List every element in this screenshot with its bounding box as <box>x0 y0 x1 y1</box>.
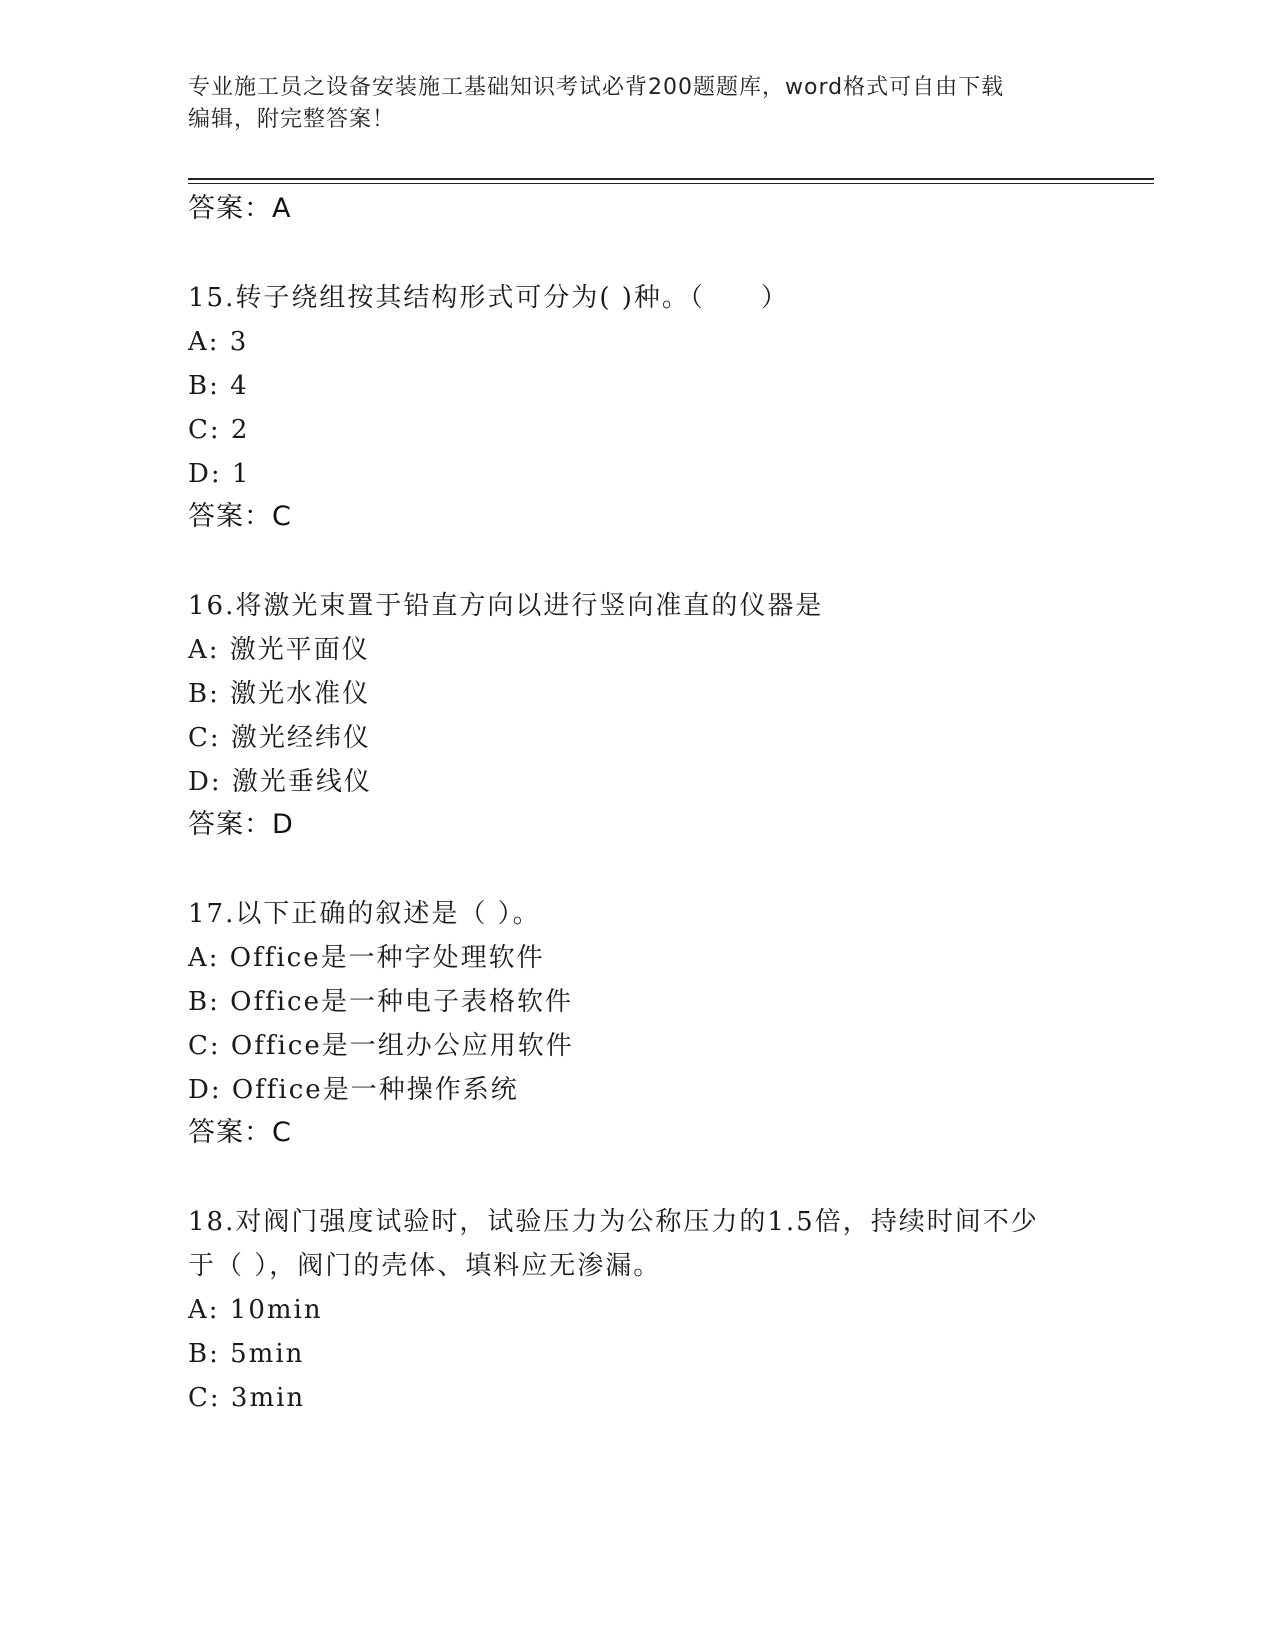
question-15-option-d: D: 1 <box>188 459 251 489</box>
question-16-answer: 答案：D <box>188 809 294 840</box>
question-17-option-b: B: Office是一种电子表格软件 <box>188 987 573 1017</box>
question-16-stem: 16.将激光束置于铅直方向以进行竖向准直的仪器是 <box>188 591 824 621</box>
previous-answer: 答案：A <box>188 193 292 224</box>
question-18-stem-line-2: 于（ ），阀门的壳体、填料应无渗漏。 <box>188 1251 662 1281</box>
question-16-option-b: B: 激光水准仪 <box>188 679 371 709</box>
question-15-option-c: C: 2 <box>188 415 250 445</box>
header-rule-thick <box>188 178 1154 180</box>
question-16-option-d: D: 激光垂线仪 <box>188 767 372 797</box>
question-15-stem: 15.转子绕组按其结构形式可分为( )种。（ ） <box>188 283 789 313</box>
question-17-option-a: A: Office是一种字处理软件 <box>188 943 545 973</box>
question-18-option-b: B: 5min <box>188 1339 305 1369</box>
header-line-1: 专业施工员之设备安装施工基础知识考试必背200题题库，word格式可自由下载 <box>188 75 1005 100</box>
header-line-2: 编辑，附完整答案！ <box>188 107 396 132</box>
question-16-option-c: C: 激光经纬仪 <box>188 723 371 753</box>
header-rule-thin <box>188 183 1154 184</box>
document-header <box>188 72 1088 136</box>
question-18-option-c: C: 3min <box>188 1383 306 1413</box>
question-17-stem: 17.以下正确的叙述是（ ）。 <box>188 899 541 929</box>
question-17-answer: 答案：C <box>188 1117 292 1148</box>
question-15-option-b: B: 4 <box>188 371 249 401</box>
question-15-answer: 答案：C <box>188 501 292 532</box>
question-16-option-a: A: 激光平面仪 <box>188 635 370 665</box>
question-17-option-d: D: Office是一种操作系统 <box>188 1075 519 1105</box>
question-17-option-c: C: Office是一组办公应用软件 <box>188 1031 574 1061</box>
question-15-option-a: A: 3 <box>188 327 249 357</box>
question-18-option-a: A: 10min <box>188 1295 323 1325</box>
question-18-stem-line-1: 18.对阀门强度试验时，试验压力为公称压力的1.5倍，持续时间不少 <box>188 1207 1039 1237</box>
